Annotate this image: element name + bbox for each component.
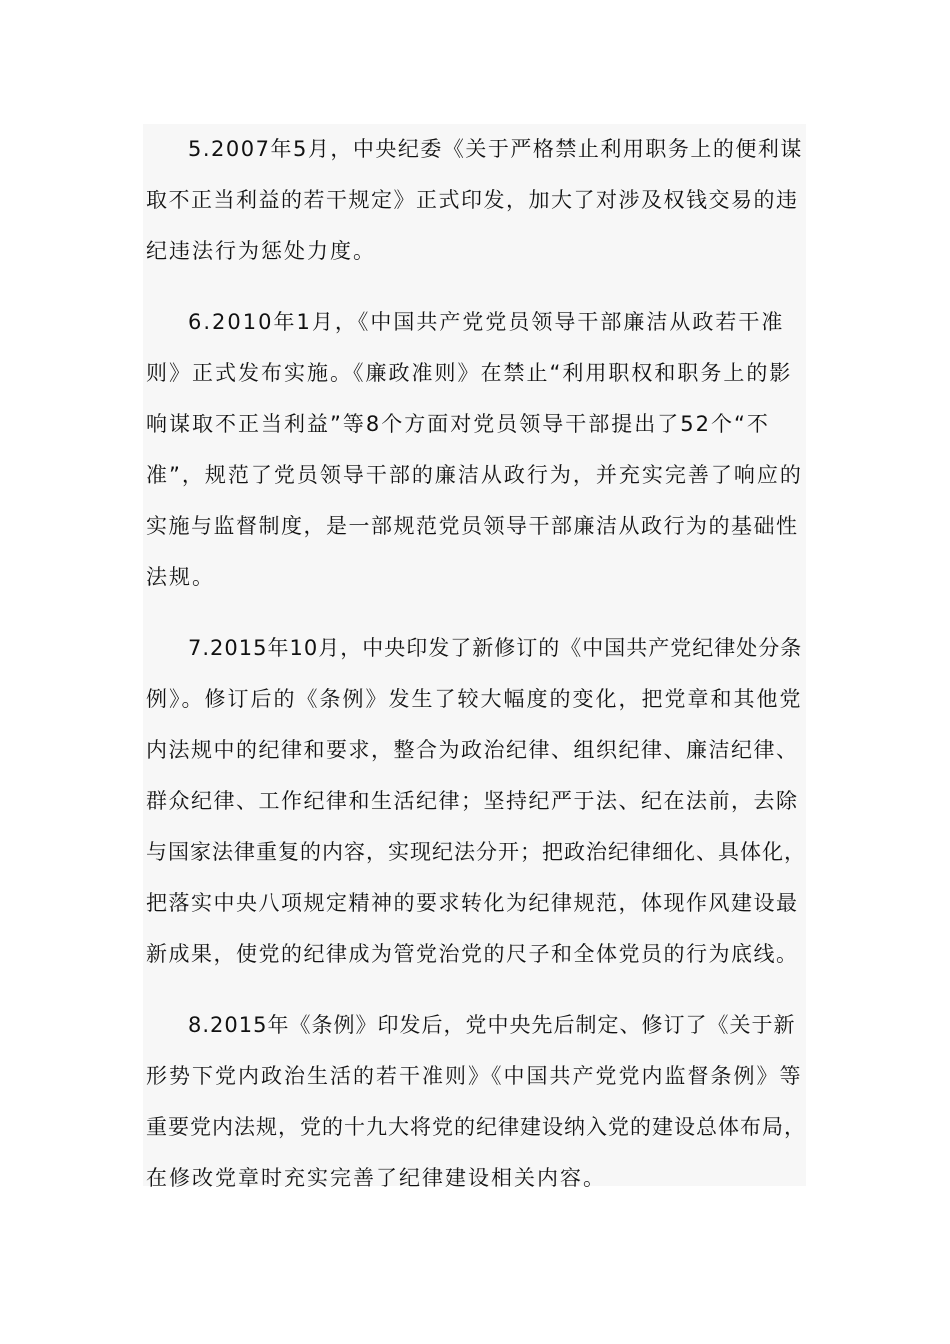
paragraph-line: 8.2015年《条例》印发后，党中央先后制定、修订了《关于新 [188, 1013, 796, 1037]
paragraph-line: 6.2010年1月，《中国共产党党员领导干部廉洁从政若干准 [188, 310, 785, 334]
paragraph-6 [146, 297, 806, 603]
paragraph-5 [146, 124, 806, 277]
paragraph-line: 则》正式发布实施。《廉政准则》在禁止“利用职权和职务上的影 [146, 361, 793, 385]
paragraph-line: 新成果，使党的纪律成为管党治党的尺子和全体党员的行为底线。 [146, 942, 799, 966]
paragraph-line: 取不正当利益的若干规定》正式印发，加大了对涉及权钱交易的违 [146, 188, 799, 212]
paragraph-line: 重要党内法规，党的十九大将党的纪律建设纳入党的建设总体布局， [146, 1115, 806, 1139]
paragraph-line: 法规。 [146, 565, 215, 589]
paragraph-line: 把落实中央八项规定精神的要求转化为纪律规范，体现作风建设最 [146, 891, 799, 915]
paragraph-line: 5.2007年5月，中央纪委《关于严格禁止利用职务上的便利谋 [188, 137, 803, 161]
paragraph-line: 准”，规范了党员领导干部的廉洁从政行为，并充实完善了响应的 [146, 463, 803, 487]
paragraph-line: 纪违法行为惩处力度。 [146, 239, 376, 263]
paragraph-line: 形势下党内政治生活的若干准则》《中国共产党党内监督条例》等 [146, 1064, 803, 1088]
paragraph-line: 内法规中的纪律和要求，整合为政治纪律、组织纪律、廉洁纪律、 [146, 738, 799, 762]
paragraph-line: 实施与监督制度，是一部规范党员领导干部廉洁从政行为的基础性 [146, 514, 799, 538]
document-body [146, 124, 806, 1204]
paragraph-line: 群众纪律、工作纪律和生活纪律；坚持纪严于法、纪在法前，去除 [146, 789, 799, 813]
paragraph-line: 在修改党章时充实完善了纪律建设相关内容。 [146, 1166, 606, 1190]
paragraph-line: 7.2015年10月，中央印发了新修订的《中国共产党纪律处分条 [188, 636, 803, 660]
paragraph-7 [146, 623, 806, 980]
paragraph-line: 例》。修订后的《条例》发生了较大幅度的变化，把党章和其他党 [146, 687, 803, 711]
paragraph-8 [146, 1000, 806, 1204]
paragraph-line: 与国家法律重复的内容，实现纪法分开；把政治纪律细化、具体化， [146, 840, 806, 864]
paragraph-line: 响谋取不正当利益”等8个方面对党员领导干部提出了52个“不 [146, 412, 770, 436]
